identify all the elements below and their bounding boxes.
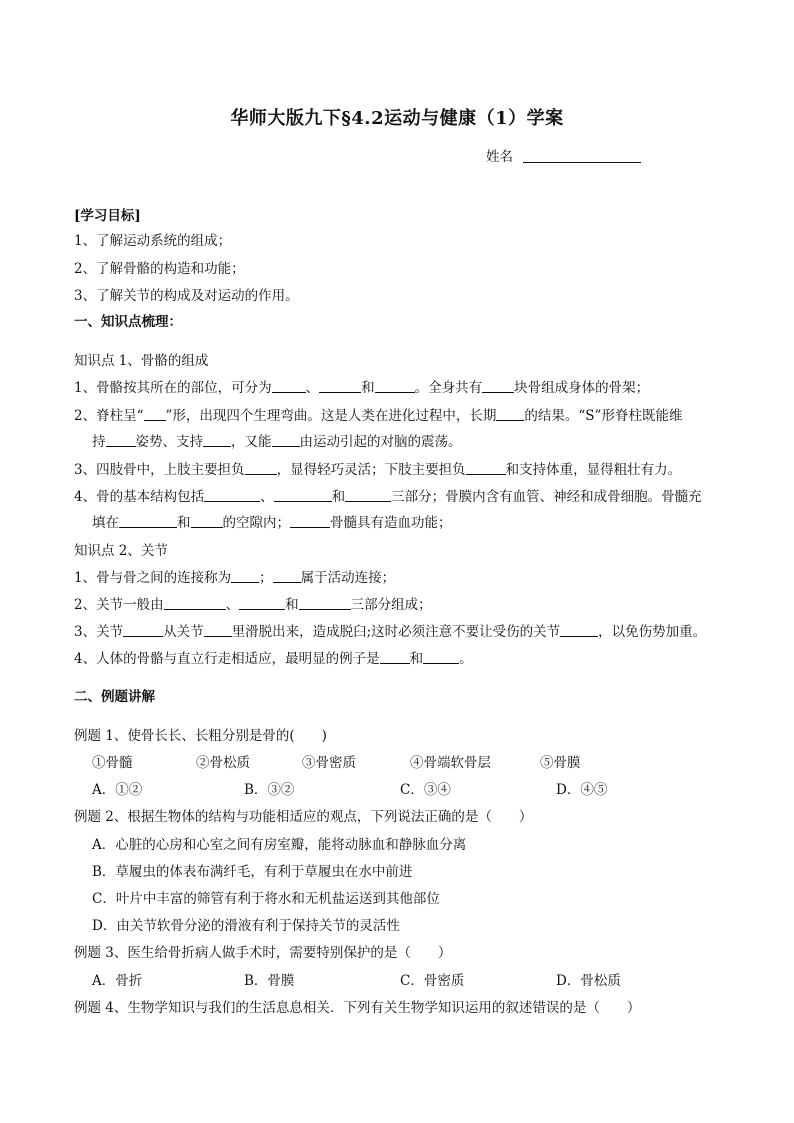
text-segment: 2、脊柱呈“ — [74, 408, 144, 424]
fill-blank[interactable] — [106, 433, 136, 447]
example-1-question: 例题 1、使骨长长、长粗分别是骨的( ) — [74, 728, 327, 744]
text-segment: ，显得轻巧灵活；下肢主要担负 — [276, 462, 466, 478]
example-3-option-a[interactable]: A．骨折 — [92, 973, 143, 989]
text-segment: 的空隙内； — [222, 515, 290, 531]
example-2-question: 例题 2、根据生物体的结构与功能相适应的观点，下列说法正确的是（ ） — [74, 809, 533, 825]
fill-blank[interactable] — [164, 596, 226, 610]
kp2-item-1 — [74, 569, 395, 587]
text-segment: 3、四肢骨中，上肢主要担负 — [74, 462, 245, 478]
example-4-question: 例题 4、生物学知识与我们的生活息息相关．下列有关生物学知识运用的叙述错误的是（ ） — [74, 1000, 641, 1016]
text-segment: 填在 — [92, 515, 119, 531]
name-blank[interactable] — [523, 148, 641, 163]
text-segment: 属于活动连接； — [300, 570, 396, 586]
fill-blank[interactable] — [245, 461, 277, 475]
example-2-option-b[interactable]: B．草履虫的体表布满纤毛，有利于草履虫在水中前进 — [92, 864, 413, 880]
text-segment: 从关节 — [163, 624, 204, 640]
text-segment: 和 — [177, 515, 191, 531]
example-1-option-c[interactable]: C．③④ — [400, 782, 451, 798]
name-field — [486, 145, 641, 165]
text-segment: 。 — [459, 651, 473, 667]
page-title: 华师大版九下§4.2运动与健康（1）学案 — [230, 108, 564, 129]
text-segment: 、 — [260, 489, 274, 505]
fill-blank[interactable] — [496, 407, 524, 421]
kp1-item-2 — [74, 407, 682, 425]
fill-blank[interactable] — [272, 433, 300, 447]
fill-blank[interactable] — [560, 623, 598, 637]
objective-item: 3、了解关节的构成及对运动的作用。 — [74, 288, 299, 304]
kp1-item-3 — [74, 461, 681, 479]
name-label: 姓名 — [486, 149, 513, 165]
example-1-item: ③骨密质 — [302, 755, 356, 771]
text-segment: 和 — [331, 489, 346, 505]
section1-heading: 一、知识点梳理： — [74, 314, 182, 330]
kp2-item-2 — [74, 596, 432, 614]
kp2-item-3 — [74, 623, 706, 641]
fill-blank[interactable] — [239, 596, 285, 610]
fill-blank[interactable] — [231, 569, 259, 583]
fill-blank[interactable] — [380, 650, 410, 664]
text-segment: 4、人体的骨骼与直立行走相适应，最明显的例子是 — [74, 651, 380, 667]
example-3-option-b[interactable]: B．骨膜 — [244, 973, 295, 989]
example-1-item: ②骨松质 — [196, 755, 250, 771]
text-segment: 骨髓具有造血功能； — [330, 515, 452, 531]
example-1-option-d[interactable]: D．④⑤ — [556, 782, 608, 798]
fill-blank[interactable] — [204, 623, 232, 637]
text-segment: 。全身共有 — [414, 380, 483, 396]
text-segment: 三部分组成； — [350, 597, 432, 613]
text-segment: 、 — [305, 380, 320, 396]
text-segment: 块骨组成身体的骨架； — [514, 380, 650, 396]
text-segment: 4、骨的基本结构包括 — [74, 489, 205, 505]
fill-blank[interactable] — [466, 461, 506, 475]
text-segment: 姿势、支持 — [135, 434, 203, 450]
fill-blank[interactable] — [290, 514, 330, 528]
text-segment: 里滑脱出来，造成脱臼;这时必须注意不要让受伤的关节 — [231, 624, 561, 640]
objective-item: 1、了解运动系统的组成； — [74, 233, 232, 249]
example-3-option-c[interactable]: C．骨密质 — [400, 973, 465, 989]
fill-blank[interactable] — [123, 623, 163, 637]
text-segment: ； — [259, 570, 273, 586]
fill-blank[interactable] — [272, 379, 306, 393]
fill-blank[interactable] — [144, 407, 166, 421]
objectives-heading: [学习目标] — [74, 208, 141, 224]
kp1-item-2-cont — [92, 433, 462, 451]
fill-blank[interactable] — [191, 514, 223, 528]
example-1-item: ①骨髓 — [92, 755, 133, 771]
text-segment: 和支持体重，显得粗壮有力。 — [505, 462, 682, 478]
kp1-heading: 知识点 1、骨骼的组成 — [74, 353, 209, 369]
text-segment: 3、关节 — [74, 624, 124, 640]
text-segment: 的结果。“S”形脊柱既能维 — [524, 408, 683, 424]
example-1-item: ⑤骨膜 — [540, 755, 581, 771]
text-segment: 由运动引起的对脑的震荡。 — [299, 434, 462, 450]
kp2-heading: 知识点 2、关节 — [74, 543, 168, 559]
example-3-question: 例题 3、医生给骨折病人做手术时，需要特别保护的是（ ） — [74, 945, 452, 961]
example-1-option-a[interactable]: A．①② — [92, 782, 143, 798]
text-segment: 和 — [409, 651, 424, 667]
objective-item: 2、了解骨骼的构造和功能； — [74, 261, 245, 277]
kp1-item-4-cont — [92, 514, 452, 532]
example-2-option-a[interactable]: A．心脏的心房和心室之间有房室瓣，能将动脉血和静脉血分离 — [92, 837, 467, 853]
text-segment: ，又能 — [231, 434, 272, 450]
kp1-item-1 — [74, 379, 649, 397]
fill-blank[interactable] — [482, 379, 514, 393]
example-3-option-d[interactable]: D．骨松质 — [556, 973, 621, 989]
text-segment: 和 — [285, 597, 299, 613]
fill-blank[interactable] — [203, 433, 231, 447]
text-segment: 2、关节一般由 — [74, 597, 164, 613]
kp1-item-4 — [74, 488, 702, 506]
text-segment: 持 — [92, 434, 106, 450]
fill-blank[interactable] — [273, 569, 301, 583]
fill-blank[interactable] — [345, 488, 391, 502]
example-2-option-c[interactable]: C．叶片中丰富的筛管有利于将水和无机盐运送到其他部位 — [92, 891, 440, 907]
text-segment: 1、骨骼按其所在的部位，可分为 — [74, 380, 272, 396]
text-segment: ”形，出现四个生理弯曲。这是人类在进化过程中，长期 — [165, 408, 497, 424]
example-1-item: ④骨端软骨层 — [410, 755, 491, 771]
fill-blank[interactable] — [204, 488, 260, 502]
section2-heading: 二、例题讲解 — [74, 689, 155, 705]
text-segment: 三部分；骨膜内含有血管、神经和成骨细胞。骨髓充 — [391, 489, 702, 505]
example-2-option-d[interactable]: D．由关节软骨分泌的滑液有利于保持关节的灵活性 — [92, 918, 400, 934]
text-segment: ，以免伤势加重。 — [598, 624, 707, 640]
fill-blank[interactable] — [375, 379, 415, 393]
text-segment: 1、骨与骨之间的连接称为 — [74, 570, 232, 586]
example-1-option-b[interactable]: B．③② — [244, 782, 295, 798]
fill-blank[interactable] — [119, 514, 177, 528]
fill-blank[interactable] — [274, 488, 332, 502]
text-segment: 和 — [361, 380, 375, 396]
kp2-item-4 — [74, 650, 473, 668]
fill-blank[interactable] — [299, 596, 351, 610]
fill-blank[interactable] — [423, 650, 459, 664]
text-segment: 、 — [225, 597, 240, 613]
fill-blank[interactable] — [319, 379, 361, 393]
